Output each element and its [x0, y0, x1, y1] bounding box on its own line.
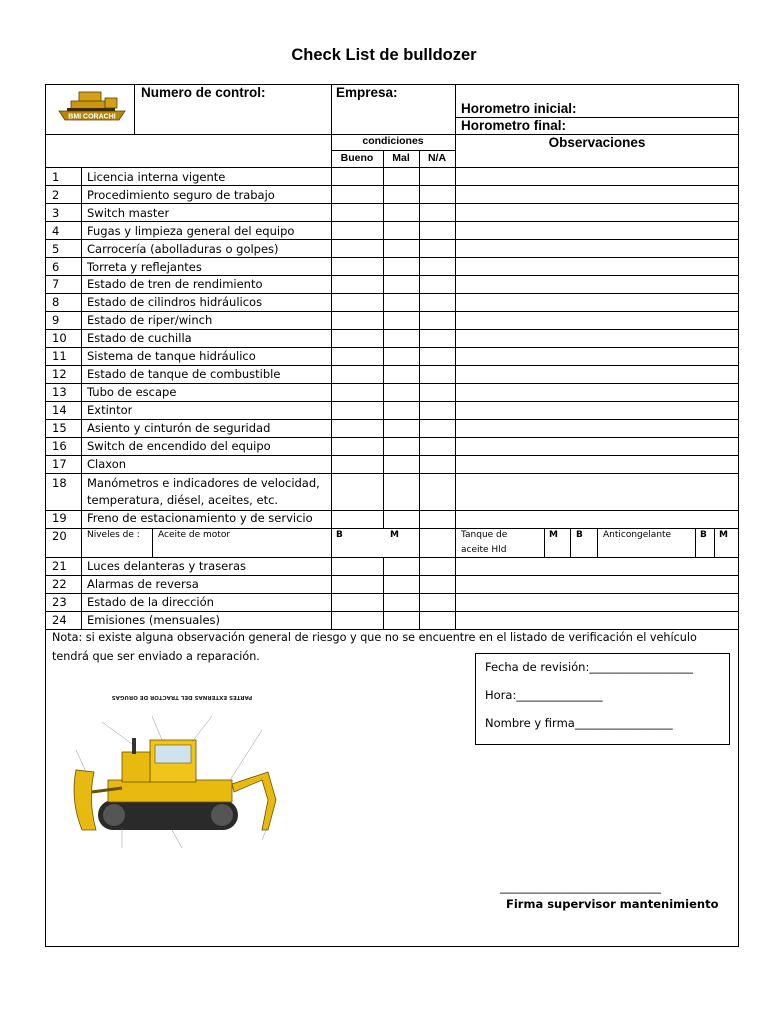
item-number: 11 — [52, 349, 67, 363]
item-number: 14 — [52, 403, 67, 417]
tanque-label: Tanque de — [461, 530, 508, 540]
item-label: Procedimiento seguro de trabajo — [87, 188, 275, 202]
ripper — [232, 772, 276, 830]
item-number: 16 — [52, 439, 67, 453]
control-number-label: Numero de control: — [141, 85, 266, 100]
condiciones-header: condiciones — [362, 135, 424, 147]
level-b: B — [700, 530, 707, 540]
grid-line — [570, 528, 571, 557]
grid-line — [383, 557, 384, 629]
supervisor-signature-line[interactable]: ____________________________ — [500, 880, 661, 894]
item-label: Emisiones (mensuales) — [87, 613, 221, 627]
grid-line — [81, 167, 82, 629]
item-label: Estado de tren de rendimiento — [87, 277, 263, 291]
nota-text: Nota: si existe alguna observación general de riesgo y que no se encuentre en el listado de verificación el vehículo tendrá que ser enviado a reparación. — [52, 631, 697, 663]
grid-line — [331, 167, 332, 629]
grid-line — [45, 611, 739, 612]
diagram-title: PARTES EXTERNAS DEL TRACTOR DE ORUGAS — [111, 694, 253, 700]
grid-line — [45, 528, 739, 529]
empresa-label: Empresa: — [336, 85, 398, 100]
item-label: Tubo de escape — [87, 385, 177, 399]
bulldozer-diagram — [62, 680, 302, 862]
item-label: Fugas y limpieza general del equipo — [87, 224, 295, 238]
body — [108, 780, 232, 802]
item-number: 5 — [52, 242, 60, 256]
grid-line — [45, 419, 739, 420]
grid-line — [45, 347, 739, 348]
sprocket-wheel — [211, 804, 233, 826]
horometro-inicial-label: Horometro inicial: — [461, 101, 577, 116]
grid-line — [45, 293, 739, 294]
grid-line — [45, 473, 739, 474]
item-number: 6 — [52, 260, 60, 274]
blade — [74, 770, 96, 830]
grid-line — [152, 528, 153, 557]
grid-line — [45, 221, 739, 222]
grid-line — [45, 239, 739, 240]
item-label: Extintor — [87, 403, 133, 417]
item-label: Licencia interna vigente — [87, 170, 226, 184]
item-number: 4 — [52, 224, 60, 238]
grid-line — [45, 257, 739, 258]
idler-wheel — [103, 804, 125, 826]
grid-line — [45, 203, 739, 204]
level-m: M — [390, 530, 399, 540]
item-number: 18 — [52, 476, 67, 490]
grid-line — [45, 365, 739, 366]
item-label: Estado de la dirección — [87, 595, 214, 609]
item-number: 1 — [52, 170, 60, 184]
item-label: Carrocería (abolladuras o golpes) — [87, 242, 279, 256]
fecha-revision-field[interactable]: Fecha de revisión:__________________ — [485, 660, 693, 674]
item-number: 3 — [52, 206, 60, 220]
engine-hood — [122, 752, 150, 782]
item-label: Claxon — [87, 457, 127, 471]
item-number: 15 — [52, 421, 67, 435]
item-label: Torreta y reflejantes — [87, 260, 202, 274]
grid-line — [544, 528, 545, 557]
grid-line — [695, 528, 696, 557]
niveles-label: Niveles de : — [87, 530, 140, 540]
grid-line — [45, 437, 739, 438]
company-logo — [57, 89, 127, 121]
grid-line — [45, 401, 739, 402]
grid-line — [383, 167, 384, 528]
item-number: 12 — [52, 367, 67, 381]
grid-line — [419, 167, 420, 528]
grid-line — [45, 329, 739, 330]
item-label: Estado de cuchilla — [87, 331, 192, 345]
exhaust-pipe — [132, 738, 136, 754]
item-number: 10 — [52, 331, 67, 345]
logo-text: BMI CORACHI — [68, 113, 116, 121]
horometro-final-label: Horometro final: — [461, 118, 567, 133]
item-label: Sistema de tanque hidráulico — [87, 349, 256, 363]
revision-box — [475, 653, 730, 745]
anticongelante-label: Anticongelante — [603, 530, 672, 540]
grid-line — [419, 557, 420, 629]
item-label: Freno de estacionamiento y de servicio — [87, 511, 313, 525]
grid-line — [45, 383, 739, 384]
item-label: Switch de encendido del equipo — [87, 439, 271, 453]
level-b: B — [576, 530, 583, 540]
supervisor-signature-label: Firma supervisor mantenimiento — [506, 897, 719, 911]
grid-line — [455, 84, 456, 167]
item-number: 9 — [52, 313, 60, 327]
level-m: M — [719, 530, 728, 540]
grid-line — [45, 557, 739, 558]
tanque-label-continued: aceite Hld — [461, 545, 507, 555]
grid-line — [419, 528, 420, 557]
hora-field[interactable]: Hora:_______________ — [485, 688, 603, 702]
grid-line — [45, 185, 739, 186]
item-number: 23 — [52, 595, 67, 609]
item-label: Asiento y cinturón de seguridad — [87, 421, 271, 435]
item-label: Switch master — [87, 206, 170, 220]
aceite-motor-label: Aceite de motor — [158, 530, 231, 540]
item-number: 24 — [52, 613, 67, 627]
grid-line — [597, 528, 598, 557]
item-number: 19 — [52, 511, 67, 525]
item-number: 8 — [52, 295, 60, 309]
grid-line — [45, 311, 739, 312]
grid-line — [455, 167, 456, 629]
page-title: Check List de bulldozer — [291, 46, 477, 64]
grid-line — [714, 528, 715, 557]
item-number: 13 — [52, 385, 67, 399]
item-label: Manómetros e indicadores de velocidad, — [87, 476, 320, 490]
item-label: Luces delanteras y traseras — [87, 559, 247, 573]
item-number: 21 — [52, 559, 67, 573]
item-label-continued: temperatura, diésel, aceites, etc. — [87, 493, 279, 507]
item-number: 22 — [52, 577, 67, 591]
item-number: 2 — [52, 188, 60, 202]
item-label: Alarmas de reversa — [87, 577, 199, 591]
grid-line — [45, 575, 739, 576]
item-label: Estado de tanque de combustible — [87, 367, 281, 381]
grid-line — [331, 150, 455, 151]
grid-line — [45, 593, 739, 594]
na-header: N/A — [427, 152, 447, 164]
item-number: 20 — [52, 529, 67, 543]
item-number: 7 — [52, 277, 60, 291]
item-number: 17 — [52, 457, 67, 471]
cab-window — [155, 745, 191, 763]
item-label: Estado de cilindros hidráulicos — [87, 295, 263, 309]
grid-line — [45, 275, 739, 276]
grid-line — [45, 167, 739, 168]
grid-line — [45, 455, 739, 456]
bueno-header: Bueno — [340, 152, 374, 164]
grid-line — [134, 84, 135, 134]
level-m: M — [549, 530, 558, 540]
level-b: B — [336, 530, 343, 540]
observaciones-header: Observaciones — [548, 135, 646, 150]
item-label: Estado de riper/winch — [87, 313, 213, 327]
nombre-firma-field[interactable]: Nombre y firma_________________ — [485, 716, 673, 730]
mal-header: Mal — [392, 152, 410, 164]
